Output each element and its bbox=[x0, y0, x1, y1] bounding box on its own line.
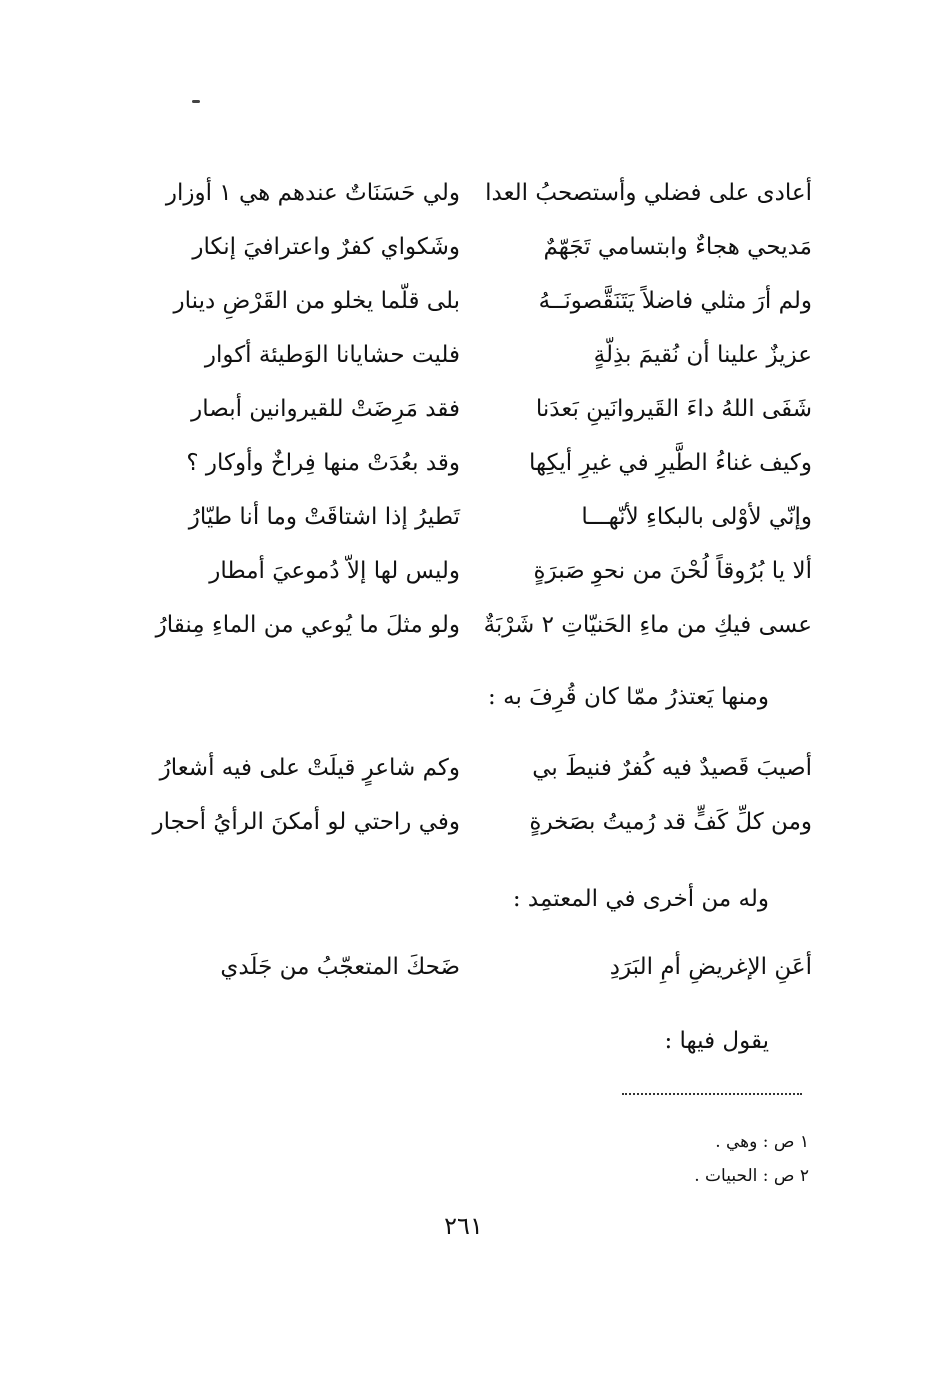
second-hemistich: ولو مثلَ ما يُوعي من الماءِ مِنقارُ bbox=[155, 612, 460, 638]
intro-paragraph: يقول فيها : bbox=[664, 1028, 769, 1054]
poem-section-2 bbox=[140, 741, 812, 849]
first-hemistich: أعادى على فضلي وأستصحبُ العدا bbox=[485, 180, 812, 206]
first-hemistich: شَفَى اللهُ داءَ القَيروانَينِ بَعدَنا bbox=[535, 396, 812, 422]
first-hemistich: ولم أرَ مثلي فاضلاً يَتَنَقَّصونَــهُ bbox=[538, 288, 812, 314]
poem-section-1 bbox=[140, 166, 812, 652]
verse-line bbox=[140, 274, 812, 328]
verse-line bbox=[140, 436, 812, 490]
second-hemistich: وشَكواي كفرٌ واعترافيَ إنكار bbox=[192, 234, 460, 260]
verse-line bbox=[140, 220, 812, 274]
second-hemistich: ولي حَسَنَاتٌ عندهم هي ١ أوزار bbox=[165, 180, 460, 206]
verse-line bbox=[140, 741, 812, 795]
second-hemistich: تَطيرُ إذا اشتاقَتْ وما أنا طيّارُ bbox=[188, 504, 460, 530]
footnote-divider bbox=[622, 1093, 802, 1095]
second-hemistich: فقد مَرِضَتْ للقيروانين أبصار bbox=[191, 396, 460, 422]
poem-section-3 bbox=[140, 940, 812, 994]
first-hemistich: عزيزٌ علينا أن نُقيمَ بذِلّةٍ bbox=[593, 342, 812, 368]
first-hemistich: أصيبَ قَصيدٌ فيه كُفرٌ فنيطَ بي bbox=[532, 755, 812, 781]
verse-line bbox=[140, 328, 812, 382]
page-number: ٢٦١ bbox=[444, 1212, 483, 1240]
first-hemistich: أعَنِ الإغريضِ أمِ البَرَدِ bbox=[609, 954, 812, 980]
first-hemistich: عسى فيكِ من ماءِ الحَنيّاتِ ٢ شَرْبَةٌ bbox=[483, 612, 812, 638]
second-hemistich: وليس لها إلاّ دُموعيَ أمطار bbox=[209, 558, 460, 584]
second-hemistich: وفي راحتي لو أمكنَ الرأيُ أحجار bbox=[152, 809, 460, 835]
verse-line bbox=[140, 382, 812, 436]
first-hemistich: ومن كلِّ كَفٍّ قد رُميتُ بصَخرةٍ bbox=[529, 809, 812, 835]
second-hemistich: وقد بعُدَتْ منها فِراخٌ وأوكار ؟ bbox=[186, 450, 460, 476]
verse-line bbox=[140, 598, 812, 652]
verse-line bbox=[140, 795, 812, 849]
first-hemistich: مَديحي هجاءٌ وابتسامي تَجَهّمٌ bbox=[543, 234, 812, 260]
ink-speck bbox=[192, 100, 200, 103]
first-hemistich: وإنّي لأوْلى بالبكاءِ لأنّهـــا bbox=[581, 504, 812, 530]
verse-line bbox=[140, 490, 812, 544]
second-hemistich: ضَحكَ المتعجّبُ من جَلَدي bbox=[220, 954, 460, 980]
verse-line bbox=[140, 544, 812, 598]
first-hemistich: وكيف غناءُ الطَّيرِ في غيرِ أيكِها bbox=[529, 450, 812, 476]
verse-line bbox=[140, 166, 812, 220]
intro-paragraph: ومنها يَعتذرُ ممّا كان قُرِفَ به : bbox=[488, 684, 769, 710]
footnote: ١ ص : وهي . bbox=[715, 1132, 809, 1152]
footnote: ٢ ص : الحبيات . bbox=[694, 1166, 809, 1186]
intro-paragraph: وله من أخرى في المعتمِد : bbox=[512, 886, 769, 912]
second-hemistich: فليت حشايانا الوَطيئة أكوار bbox=[204, 342, 460, 368]
second-hemistich: بلى قلّما يخلو من القَرْضِ دينار bbox=[173, 288, 460, 314]
first-hemistich: ألا يا بُرُوقاً لُحْنَ من نحوِ صَبرَةٍ bbox=[533, 558, 812, 584]
verse-line bbox=[140, 940, 812, 994]
second-hemistich: وكم شاعرٍ قيلَتْ على فيه أشعارُ bbox=[159, 755, 460, 781]
